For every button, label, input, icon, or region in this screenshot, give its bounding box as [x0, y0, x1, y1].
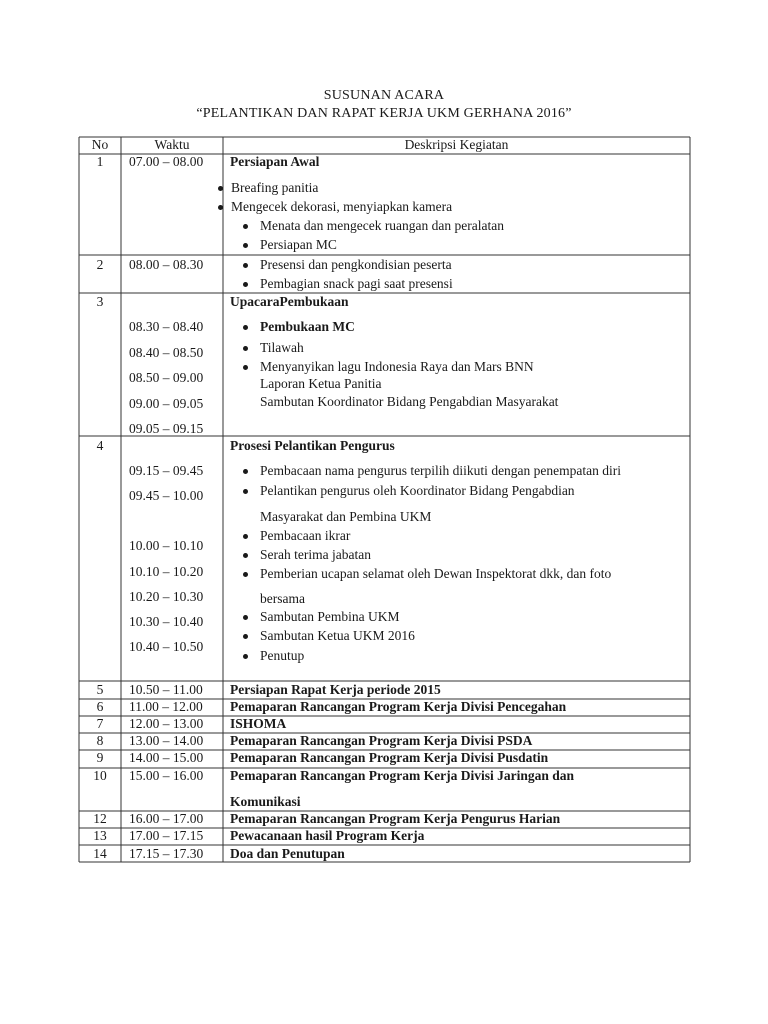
- row-time: 16.00 – 17.00: [129, 811, 204, 826]
- row-title: UpacaraPembukaan: [230, 294, 349, 309]
- row-time: 10.30 – 10.40: [129, 614, 204, 629]
- bullet-item: bersama: [260, 591, 305, 606]
- bullet-icon: [243, 572, 248, 577]
- row-number: 14: [93, 846, 107, 861]
- row-time: 13.00 – 14.00: [129, 733, 204, 748]
- row-number: 12: [93, 811, 107, 826]
- bullet-icon: [243, 325, 248, 330]
- bullet-icon: [243, 346, 248, 351]
- row-time: 08.00 – 08.30: [129, 257, 204, 272]
- row-title: Prosesi Pelantikan Pengurus: [230, 438, 395, 453]
- bullet-icon: [243, 282, 248, 287]
- row-time: 10.50 – 11.00: [129, 682, 203, 697]
- document-title: SUSUNAN ACARA: [323, 88, 445, 103]
- row-description: ISHOMA: [230, 716, 287, 731]
- row-time: 09.45 – 10.00: [129, 488, 204, 503]
- row-description: Persiapan Rapat Kerja periode 2015: [230, 682, 441, 697]
- bullet-item: Sambutan Pembina UKM: [260, 609, 400, 624]
- bullet-item: Pembagian snack pagi saat presensi: [260, 276, 453, 291]
- row-time: 08.40 – 08.50: [129, 345, 204, 360]
- row-time: 17.15 – 17.30: [129, 846, 204, 861]
- bullet-icon: [243, 469, 248, 474]
- bullet-icon: [243, 243, 248, 248]
- row-description: Pewacanaan hasil Program Kerja: [230, 828, 425, 843]
- row-description: Doa dan Penutupan: [230, 846, 345, 861]
- bullet-item: Masyarakat dan Pembina UKM: [260, 509, 432, 524]
- row-description: Pemaparan Rancangan Program Kerja Divisi PSDA: [230, 733, 533, 748]
- row-time: 09.05 – 09.15: [129, 421, 204, 436]
- row-time: 10.00 – 10.10: [129, 538, 204, 553]
- bullet-icon: [218, 205, 223, 210]
- row-description: Komunikasi: [230, 794, 301, 809]
- row-time: 10.10 – 10.20: [129, 564, 204, 579]
- document-subtitle: “PELANTIKAN DAN RAPAT KERJA UKM GERHANA 2016”: [196, 106, 572, 121]
- row-time: 15.00 – 16.00: [129, 768, 204, 783]
- row-title: Persiapan Awal: [230, 154, 320, 169]
- row-number: 9: [96, 750, 104, 765]
- header-waktu: Waktu: [154, 137, 190, 152]
- row-number: 6: [96, 699, 104, 714]
- bullet-item: Pemberian ucapan selamat oleh Dewan Inspektorat dkk, dan foto: [260, 566, 612, 581]
- bullet-item: Persiapan MC: [260, 237, 337, 252]
- row-time: 08.30 – 08.40: [129, 319, 204, 334]
- row-time: 09.15 – 09.45: [129, 463, 204, 478]
- bullet-item: Mengecek dekorasi, menyiapkan kamera: [231, 199, 453, 214]
- bullet-icon: [243, 553, 248, 558]
- row-time: 10.20 – 10.30: [129, 589, 204, 604]
- bullet-icon: [243, 534, 248, 539]
- row-time: 14.00 – 15.00: [129, 750, 204, 765]
- bullet-item: Pelantikan pengurus oleh Koordinator Bidang Pengabdian: [260, 483, 575, 498]
- bullet-icon: [243, 263, 248, 268]
- row-time: 11.00 – 12.00: [129, 699, 203, 714]
- bullet-icon: [243, 224, 248, 229]
- row-number: 3: [96, 294, 104, 309]
- row-time: 09.00 – 09.05: [129, 396, 204, 411]
- row-description: Pemaparan Rancangan Program Kerja Divisi Jaringan dan: [230, 768, 574, 783]
- row-time: 08.50 – 09.00: [129, 370, 204, 385]
- bullet-item: Sambutan Ketua UKM 2016: [260, 628, 415, 643]
- bullet-item: Breafing panitia: [231, 180, 319, 195]
- row-number: 13: [93, 828, 107, 843]
- bullet-item: Pembacaan ikrar: [260, 528, 351, 543]
- bullet-icon: [243, 634, 248, 639]
- bullet-item: Presensi dan pengkondisian peserta: [260, 257, 452, 272]
- bullet-item: Menyanyikan lagu Indonesia Raya dan Mars BNN: [260, 359, 534, 374]
- row-time: 17.00 – 17.15: [129, 828, 204, 843]
- bullet-item: Menata dan mengecek ruangan dan peralatan: [260, 218, 505, 233]
- row-number: 10: [93, 768, 107, 783]
- row-number: 5: [96, 682, 104, 697]
- row-time: 10.40 – 10.50: [129, 639, 204, 654]
- header-deskripsi: Deskripsi Kegiatan: [404, 137, 509, 152]
- bullet-item: Sambutan Koordinator Bidang Pengabdian Masyarakat: [260, 394, 559, 409]
- row-number: 8: [96, 733, 104, 748]
- row-description: Pemaparan Rancangan Program Kerja Divisi Pencegahan: [230, 699, 567, 714]
- bullet-item: Pembacaan nama pengurus terpilih diikuti dengan penempatan diri: [260, 463, 622, 478]
- row-description: Pemaparan Rancangan Program Kerja Pengurus Harian: [230, 811, 561, 826]
- bullet-item: Serah terima jabatan: [260, 547, 371, 562]
- row-time: 12.00 – 13.00: [129, 716, 204, 731]
- row-number: 1: [96, 154, 104, 169]
- bullet-item: Pembukaan MC: [260, 319, 355, 334]
- bullet-icon: [243, 365, 248, 370]
- bullet-item: Penutup: [260, 648, 305, 663]
- row-number: 7: [96, 716, 104, 731]
- bullet-icon: [243, 615, 248, 620]
- header-no: No: [91, 137, 109, 152]
- row-description: Pemaparan Rancangan Program Kerja Divisi Pusdatin: [230, 750, 549, 765]
- bullet-item: Laporan Ketua Panitia: [260, 376, 382, 391]
- bullet-item: Tilawah: [260, 340, 304, 355]
- row-time: 07.00 – 08.00: [129, 154, 204, 169]
- row-number: 4: [96, 438, 104, 453]
- bullet-icon: [243, 654, 248, 659]
- row-number: 2: [96, 257, 104, 272]
- bullet-icon: [243, 489, 248, 494]
- bullet-icon: [218, 186, 223, 191]
